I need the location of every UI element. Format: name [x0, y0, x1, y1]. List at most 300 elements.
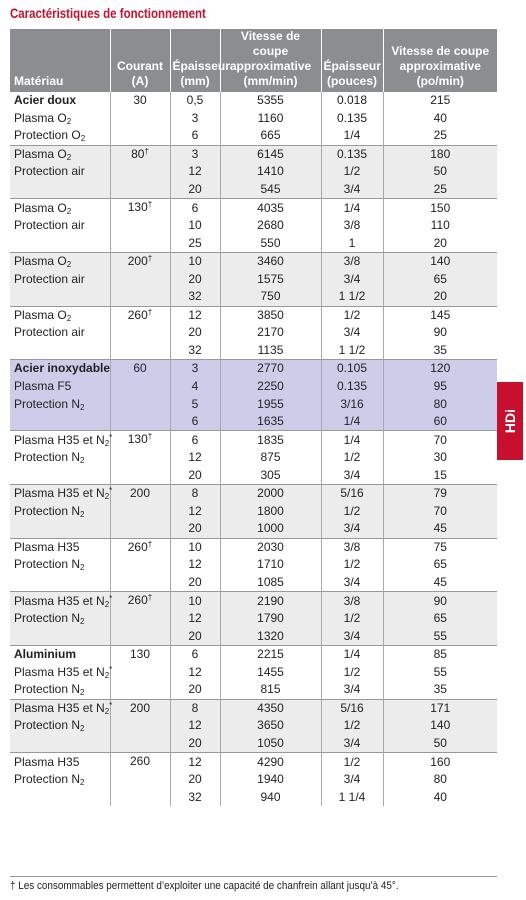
material-cell — [10, 145, 110, 163]
thickness-mm-cell: 12 — [170, 610, 220, 628]
material-cell — [10, 788, 110, 806]
current-value: 200 — [129, 700, 151, 715]
thickness-in-cell: 0.135 — [321, 378, 383, 396]
subscript: 2 — [80, 134, 86, 144]
material-text: Protection N — [14, 682, 81, 697]
thickness-in-cell: 5/16 — [321, 699, 383, 717]
current-cell — [110, 127, 170, 145]
thickness-mm-cell: 25 — [170, 234, 220, 252]
table-row — [10, 485, 497, 503]
thickness-in-cell: 3/16 — [321, 395, 383, 413]
thickness-mm-cell: 6 — [170, 413, 220, 431]
header-line: (pouces) — [326, 74, 377, 88]
material-cell — [10, 556, 110, 574]
thickness-mm-cell: 20 — [170, 520, 220, 538]
table-row — [10, 627, 497, 645]
subscript: 2 — [66, 116, 72, 126]
current-value: 260 — [129, 754, 151, 769]
page-title: Caractéristiques de fonctionnement — [10, 5, 206, 21]
thickness-in-cell: 3/4 — [321, 181, 383, 199]
header-line: Matériau — [14, 74, 64, 88]
thickness-mm-cell: 6 — [170, 199, 220, 217]
thickness-in-cell: 1/2 — [321, 753, 383, 771]
thickness-in-cell: 1/4 — [321, 645, 383, 663]
speed-in-cell: 35 — [433, 682, 447, 697]
material-cell — [10, 538, 110, 556]
thickness-mm-cell: 12 — [170, 449, 220, 467]
current-cell — [110, 556, 170, 574]
material-cell — [10, 288, 110, 306]
speed-in-cell: 65 — [383, 270, 497, 288]
table-row — [10, 681, 497, 699]
current-cell — [110, 270, 170, 288]
table-body — [10, 92, 497, 806]
current-cell — [110, 681, 170, 699]
current-value: 260 — [127, 593, 148, 608]
material-cell — [10, 771, 110, 789]
table-row — [10, 199, 497, 217]
current-cell — [110, 342, 170, 360]
material-text: Acier inoxydable — [14, 361, 111, 376]
header-material — [10, 29, 110, 92]
table-row — [10, 395, 497, 413]
header-line: Vitesse de coupe — [391, 44, 490, 58]
thickness-in-cell: 1/2 — [321, 664, 383, 682]
material-text: Protection air — [14, 271, 85, 286]
thickness-mm-cell: 10 — [170, 217, 220, 235]
subscript: 2 — [104, 492, 110, 502]
header-line: Courant — [117, 59, 163, 73]
material-cell — [10, 342, 110, 360]
current-cell — [110, 217, 170, 235]
table-header-row — [10, 29, 497, 92]
operating-characteristics-table — [10, 29, 497, 806]
speed-mm-cell: 4290 — [220, 753, 321, 771]
speed-mm-cell: 6145 — [220, 145, 321, 163]
speed-in-cell: 140 — [383, 252, 497, 270]
material-text: Plasma H35 et N — [14, 432, 105, 447]
material-cell — [10, 681, 110, 699]
thickness-mm-cell: 6 — [170, 431, 220, 449]
table-row — [10, 449, 497, 467]
material-text: Protection N — [14, 772, 81, 787]
table-row — [10, 342, 497, 360]
thickness-mm-cell: 6 — [170, 127, 220, 145]
table-row — [10, 324, 497, 342]
material-cell — [10, 610, 110, 628]
material-cell — [10, 664, 113, 682]
subscript: 2 — [66, 313, 72, 323]
current-cell — [110, 324, 170, 342]
speed-in-cell: 171 — [383, 699, 497, 717]
thickness-mm-cell: 20 — [170, 466, 220, 484]
superscript: * — [109, 664, 113, 674]
table-row — [10, 181, 497, 199]
material-text: Protection air — [14, 325, 85, 340]
subscript: 2 — [66, 152, 72, 162]
thickness-in-cell: 0.018 — [321, 92, 383, 110]
subscript: 2 — [80, 617, 85, 627]
thickness-mm-cell: 8 — [170, 699, 220, 717]
header-line: (mm) — [180, 74, 210, 88]
material-cell — [10, 627, 110, 645]
thickness-mm-cell: 3 — [170, 110, 220, 128]
speed-in-cell: 79 — [383, 485, 497, 503]
dagger-mark: † — [144, 146, 149, 156]
speed-mm-cell: 1135 — [220, 342, 321, 360]
material-text: Protection N — [14, 718, 81, 733]
thickness-mm-cell: 3 — [170, 145, 220, 163]
material-cell — [10, 574, 110, 592]
current-cell — [110, 503, 170, 521]
thickness-in-cell: 3/8 — [321, 217, 383, 235]
material-text: Protection N — [14, 503, 81, 518]
thickness-in-cell: 3/4 — [321, 771, 383, 789]
thickness-in-cell: 0.135 — [321, 145, 383, 163]
material-text: Protection O — [14, 128, 81, 143]
table-row — [10, 717, 497, 735]
speed-mm-cell: 305 — [220, 466, 321, 484]
subscript: 2 — [80, 402, 85, 412]
current-cell — [110, 360, 170, 378]
speed-mm-cell: 940 — [220, 788, 321, 806]
material-cell — [10, 645, 110, 663]
thickness-in-cell: 3/4 — [321, 324, 383, 342]
thickness-mm-cell: 12 — [170, 503, 220, 521]
table-row — [10, 163, 497, 181]
superscript: * — [109, 700, 113, 710]
speed-mm-cell: 2770 — [220, 360, 321, 378]
table-row — [10, 466, 497, 484]
thickness-in-cell: 1 1/2 — [321, 288, 383, 306]
speed-in-cell: 60 — [383, 413, 497, 431]
thickness-in-cell: 1/2 — [321, 556, 383, 574]
speed-in-cell: 160 — [383, 753, 497, 771]
table-row — [10, 360, 497, 378]
speed-mm-cell: 1160 — [220, 110, 321, 128]
dagger-mark: † — [147, 432, 153, 442]
table-row — [10, 431, 497, 449]
table-row — [10, 592, 497, 610]
current-cell — [110, 485, 170, 503]
speed-mm-cell: 2250 — [220, 378, 321, 396]
thickness-mm-cell: 12 — [170, 753, 220, 771]
thickness-in-cell: 3/4 — [321, 270, 383, 288]
speed-in-cell: 65 — [383, 610, 497, 628]
material-text: Acier doux — [14, 93, 77, 108]
speed-in-cell: 85 — [383, 645, 497, 663]
thickness-mm-cell: 10 — [170, 538, 220, 556]
current-value: 30 — [133, 93, 147, 107]
material-cell — [10, 592, 113, 610]
speed-mm-cell: 1635 — [220, 413, 321, 431]
speed-mm-cell: 2190 — [220, 592, 321, 610]
current-value: 200 — [129, 486, 151, 501]
table-row — [10, 664, 497, 682]
thickness-mm-cell: 3 — [170, 360, 220, 378]
material-cell — [10, 360, 110, 378]
speed-mm-cell: 3460 — [220, 252, 321, 270]
current-value: 260 — [127, 539, 148, 554]
speed-mm-cell: 545 — [220, 181, 321, 199]
material-text: Plasma H35 et N — [14, 486, 105, 501]
thickness-in-cell: 1/4 — [321, 199, 383, 217]
speed-in-cell: 180 — [383, 145, 497, 163]
thickness-mm-cell: 5 — [170, 395, 220, 413]
subscript: 2 — [80, 724, 85, 734]
current-cell — [110, 163, 170, 181]
material-cell — [10, 485, 113, 503]
header-line: approximative — [399, 59, 481, 73]
thickness-mm-cell: 8 — [170, 485, 220, 503]
header-speed-in — [383, 29, 497, 92]
material-cell — [10, 163, 110, 181]
hdi-side-tab — [497, 382, 523, 460]
subscript: 2 — [104, 438, 110, 448]
speed-in-cell: 65 — [433, 557, 447, 572]
thickness-in-cell: 1 — [321, 234, 383, 252]
thickness-in-cell: 3/8 — [321, 592, 383, 610]
thickness-in-cell: 3/8 — [321, 538, 383, 556]
subscript: 2 — [80, 688, 85, 698]
speed-mm-cell: 1410 — [220, 163, 321, 181]
material-cell — [10, 181, 110, 199]
current-cell — [110, 592, 170, 610]
material-cell — [10, 306, 110, 324]
material-text: Plasma O — [14, 146, 67, 161]
material-cell — [10, 127, 110, 145]
table-row — [10, 127, 497, 145]
current-cell — [110, 788, 170, 806]
header-line: approximative — [229, 59, 312, 73]
current-cell — [110, 431, 170, 449]
thickness-mm-cell: 6 — [170, 645, 220, 663]
subscript: 2 — [66, 260, 72, 270]
speed-in-cell: 50 — [383, 163, 497, 181]
header-line: (mm/min) — [243, 74, 298, 88]
thickness-in-cell: 1/4 — [321, 413, 383, 431]
material-cell — [10, 413, 110, 431]
thickness-in-cell: 1/4 — [321, 127, 383, 145]
material-text: Plasma O — [14, 200, 67, 215]
table-row — [10, 378, 497, 396]
speed-in-cell: 40 — [433, 110, 447, 125]
current-value: 130 — [127, 200, 148, 215]
thickness-in-cell: 1/2 — [321, 306, 383, 324]
speed-in-cell: 215 — [430, 93, 451, 108]
current-cell — [110, 234, 170, 252]
material-cell — [10, 520, 110, 538]
speed-in-cell: 140 — [383, 717, 497, 735]
material-cell — [10, 699, 113, 717]
speed-in-cell: 25 — [433, 128, 447, 143]
table-row — [10, 413, 497, 431]
superscript: * — [109, 486, 113, 496]
current-cell — [110, 717, 170, 735]
speed-mm-cell: 875 — [220, 449, 321, 467]
material-cell — [10, 378, 110, 396]
thickness-mm-cell: 12 — [170, 556, 220, 574]
speed-mm-cell: 1800 — [220, 503, 321, 521]
material-text: Plasma H35 et N — [14, 700, 105, 715]
speed-in-cell: 25 — [383, 181, 497, 199]
current-value: 130 — [127, 432, 148, 447]
table-row — [10, 699, 497, 717]
table-row — [10, 538, 497, 556]
thickness-in-cell: 1 1/2 — [321, 342, 383, 360]
thickness-mm-cell: 20 — [170, 181, 220, 199]
material-text: Protection air — [14, 164, 85, 179]
current-cell — [110, 413, 170, 431]
material-text: Plasma H35 et N — [14, 664, 105, 679]
thickness-in-cell: 1 1/4 — [321, 788, 383, 806]
dagger-mark: † — [147, 539, 153, 549]
table-row — [10, 556, 497, 574]
current-cell — [110, 466, 170, 484]
speed-mm-cell: 4035 — [220, 199, 321, 217]
material-cell — [10, 217, 110, 235]
speed-mm-cell: 750 — [220, 288, 321, 306]
header-line: Vitesse de coupe — [240, 29, 301, 58]
current-cell — [110, 449, 170, 467]
material-cell — [10, 252, 110, 270]
superscript: * — [109, 432, 113, 442]
speed-mm-cell: 815 — [220, 681, 321, 699]
thickness-mm-cell: 20 — [170, 324, 220, 342]
speed-in-cell: 15 — [433, 467, 447, 482]
speed-in-cell: 20 — [433, 235, 447, 250]
material-cell — [10, 503, 110, 521]
table-row — [10, 217, 497, 235]
header-current — [110, 29, 170, 92]
speed-in-cell: 45 — [383, 520, 497, 538]
subscript: 2 — [80, 456, 85, 466]
speed-mm-cell: 2680 — [220, 217, 321, 235]
current-cell — [110, 664, 170, 682]
speed-in-cell: 95 — [383, 378, 497, 396]
thickness-in-cell: 3/8 — [321, 252, 383, 270]
material-text: Protection N — [14, 396, 81, 411]
thickness-mm-cell: 20 — [170, 627, 220, 645]
thickness-mm-cell: 12 — [170, 163, 220, 181]
current-cell — [110, 145, 170, 163]
thickness-in-cell: 3/4 — [321, 681, 383, 699]
current-cell — [110, 199, 170, 217]
material-text: Plasma O — [14, 254, 67, 269]
thickness-in-cell: 1/2 — [321, 717, 383, 735]
speed-mm-cell: 3650 — [220, 717, 321, 735]
thickness-mm-cell: 32 — [170, 288, 220, 306]
thickness-mm-cell: 12 — [170, 717, 220, 735]
speed-mm-cell: 2215 — [220, 645, 321, 663]
material-cell — [10, 110, 110, 128]
table-row — [10, 645, 497, 663]
thickness-in-cell: 3/4 — [321, 574, 383, 592]
table-row — [10, 503, 497, 521]
current-cell — [110, 92, 170, 110]
current-value: 130 — [129, 646, 151, 661]
subscript: 2 — [80, 563, 85, 573]
current-cell — [110, 538, 170, 556]
dagger-mark: † — [147, 593, 153, 603]
thickness-mm-cell: 12 — [170, 306, 220, 324]
current-value: 80 — [131, 146, 145, 161]
dagger-mark: † — [147, 253, 153, 263]
speed-in-cell: 55 — [383, 627, 497, 645]
current-cell — [110, 735, 170, 753]
current-cell — [110, 520, 170, 538]
thickness-in-cell: 0.135 — [321, 110, 383, 128]
current-cell — [110, 753, 170, 771]
material-text: Plasma F5 — [14, 379, 72, 394]
current-cell — [110, 610, 170, 628]
table-row — [10, 234, 497, 252]
table-row — [10, 145, 497, 163]
current-value: 60 — [133, 361, 147, 376]
thickness-in-cell: 3/4 — [321, 520, 383, 538]
current-value: 200 — [127, 253, 148, 268]
speed-mm-cell: 1940 — [220, 771, 321, 789]
speed-mm-cell: 4350 — [220, 699, 321, 717]
header-line: Épaisseur — [323, 59, 381, 73]
thickness-mm-cell: 10 — [170, 592, 220, 610]
material-text: Protection N — [14, 450, 81, 465]
current-cell — [110, 181, 170, 199]
speed-in-cell: 120 — [383, 360, 497, 378]
table-row — [10, 574, 497, 592]
table-row — [10, 288, 497, 306]
thickness-in-cell: 3/4 — [321, 735, 383, 753]
thickness-mm-cell: 20 — [170, 735, 220, 753]
thickness-in-cell: 0.105 — [321, 360, 383, 378]
thickness-in-cell: 3/4 — [321, 627, 383, 645]
thickness-mm-cell: 4 — [170, 378, 220, 396]
material-cell — [10, 270, 110, 288]
current-cell — [110, 306, 170, 324]
thickness-in-cell: 5/16 — [321, 485, 383, 503]
current-cell — [110, 627, 170, 645]
dagger-mark: † — [147, 307, 153, 317]
hdi-tab-label: HDi — [502, 408, 518, 434]
speed-mm-cell: 2000 — [220, 485, 321, 503]
material-cell — [10, 753, 110, 771]
current-value: 260 — [127, 307, 148, 322]
speed-mm-cell: 1835 — [220, 431, 321, 449]
material-cell — [10, 234, 110, 252]
subscript: 2 — [104, 599, 110, 609]
header-thickness-mm — [170, 29, 230, 92]
current-cell — [110, 699, 170, 717]
header-thickness-in — [321, 29, 383, 92]
table-row — [10, 735, 497, 753]
material-cell — [10, 717, 110, 735]
thickness-mm-cell: 20 — [170, 270, 220, 288]
thickness-mm-cell: 12 — [170, 664, 220, 682]
material-text: Plasma H35 et N — [14, 593, 105, 608]
thickness-in-cell: 1/2 — [321, 449, 383, 467]
material-cell — [10, 324, 110, 342]
material-text: Plasma H35 — [14, 754, 80, 769]
current-cell — [110, 574, 170, 592]
material-text: Protection N — [14, 557, 81, 572]
subscript: 2 — [80, 509, 85, 519]
material-cell — [10, 92, 110, 110]
current-cell — [110, 395, 170, 413]
thickness-mm-cell: 32 — [170, 342, 220, 360]
subscript: 2 — [104, 706, 110, 716]
thickness-mm-cell: 20 — [170, 574, 220, 592]
subscript: 2 — [66, 206, 72, 216]
